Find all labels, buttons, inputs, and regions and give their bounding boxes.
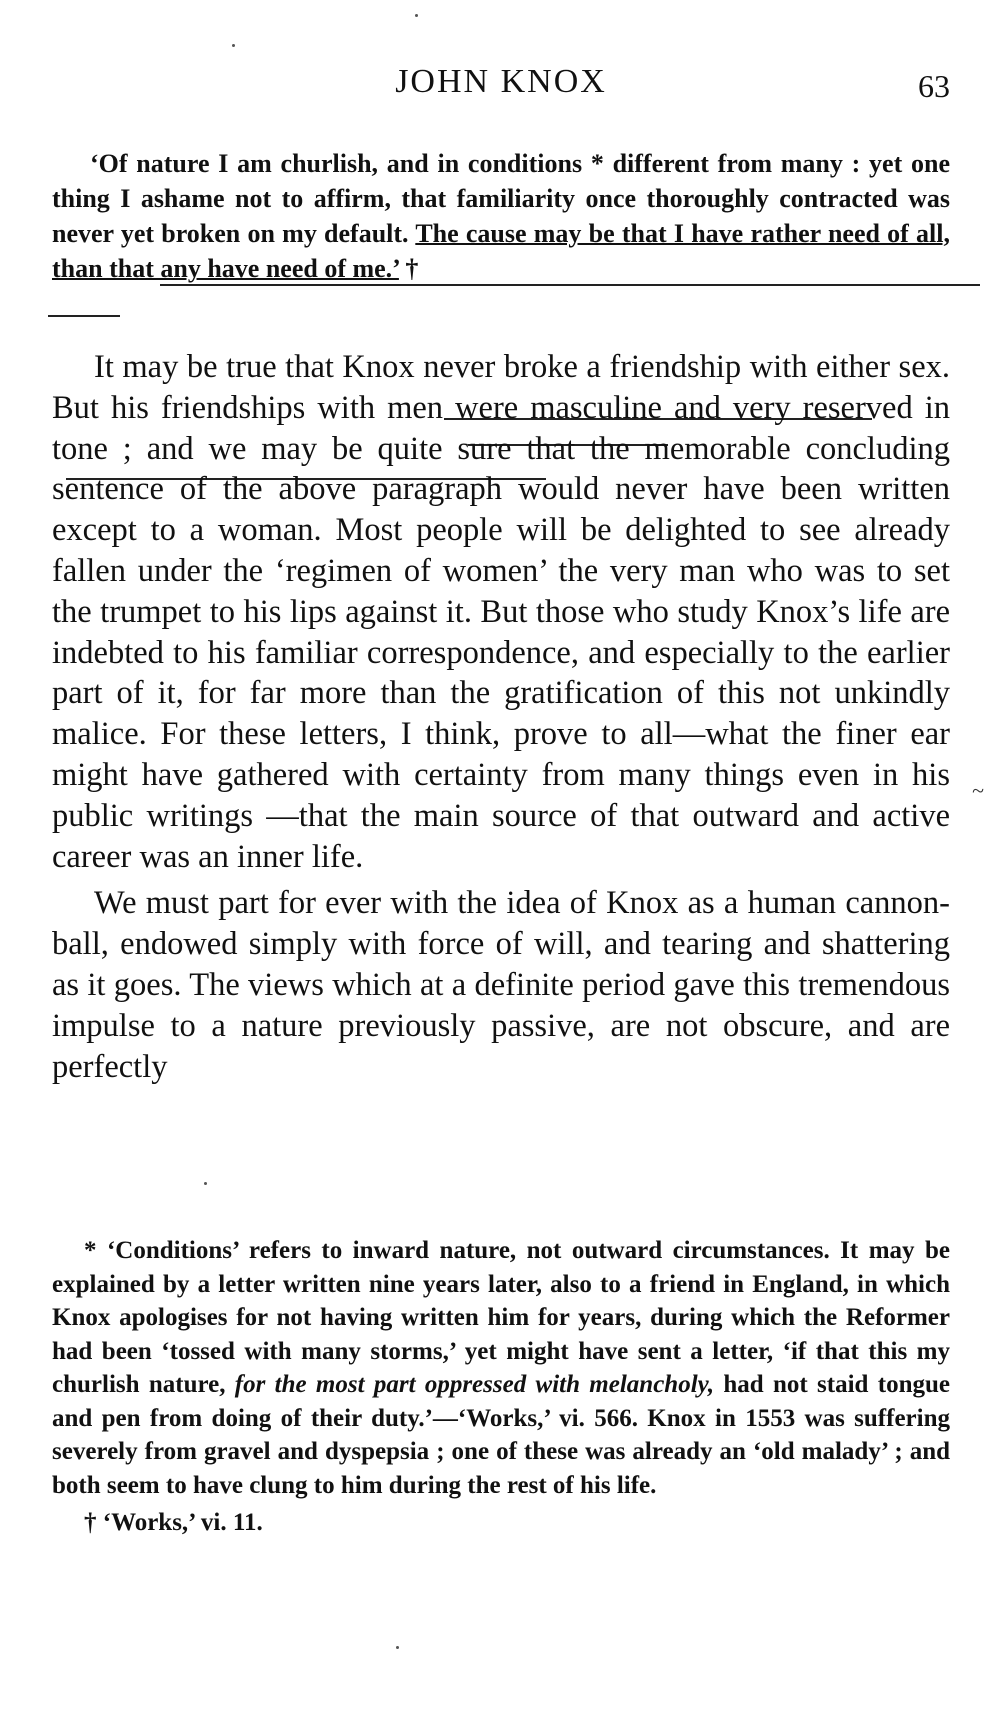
body-paragraph: We must part for ever with the idea of Knox as a human cannon-ball, endowed simply with force of will, and tearing and shattering as it goes. The views which at a definite period gave this tremendous impulse to a nature previously passive, are not obscure, and are perfectly (52, 885, 950, 1085)
footnote-dagger: † ‘Works,’ vi. 11. (84, 1509, 263, 1536)
quotation-text: ‘Of nature I am churlish, and in conditions * different from many : yet one thing I ashame not to affirm, that familiarity once thoroughly contracted was never yet broken on my default. (52, 149, 950, 248)
paper-speck (415, 14, 418, 17)
margin-pencil-mark: ~ (972, 778, 984, 803)
running-head (52, 62, 950, 112)
footnote-text: had not staid tongue and pen from doing of their duty.’—‘Works,’ vi. 566. Knox in 1553 was suffering severely from gravel and dyspepsia ; one of these was already an ‘old malady’ ; and both seem to have clung to him during the rest of his life. (52, 1371, 951, 1499)
pencil-underline-stroke (160, 284, 980, 286)
footnote-text: * ‘Conditions’ refers to inward nature, not outward circumstances. It may be explained by a letter written nine years later, also to a friend in England, in which Knox apologises for not having written him for years, during which the Reformer had been ‘tossed with many storms,’ yet might have sent a letter, ‘if that this my churlish nature, (52, 1237, 950, 1398)
pencil-underline-stroke (48, 315, 120, 317)
body-paragraph: It may be true that Knox never broke a friendship with either sex. But his friendships with men were masculine and very reserved in tone ; and we may be quite sure that the memorable concluding sentence of the above paragraph would never have been written except to a woman. Most people will be delighted to see already fallen under the ‘regimen of women’ the very man who was to set the trumpet to his lips against it. But those who study Knox’s life are indebted to his familiar correspondence, and especially to the earlier part of it, for far more than the gratification of this not unkindly malice. For these letters, I think, prove to all—what the finer ear might have gathered with certainty from many things even in his public writings —that the main source of that outward and active career was an inner life. (52, 349, 950, 875)
paper-speck (232, 44, 235, 47)
running-title: JOHN KNOX (395, 63, 607, 100)
quotation-underlined-sentence: The cause may be that I have rather need of all, than that any have need of me.’ (52, 219, 950, 283)
paper-speck (204, 1182, 207, 1185)
footnote-italic-text: for the most part oppressed with melancholy, (234, 1371, 715, 1398)
knox-quotation (52, 146, 950, 286)
paper-speck (396, 1646, 399, 1649)
footnotes (52, 1234, 950, 1540)
footnote-star (52, 1234, 950, 1502)
body-text (52, 347, 950, 1087)
page-number: 63 (918, 68, 950, 104)
footnote-dagger-reference: † (398, 254, 419, 283)
